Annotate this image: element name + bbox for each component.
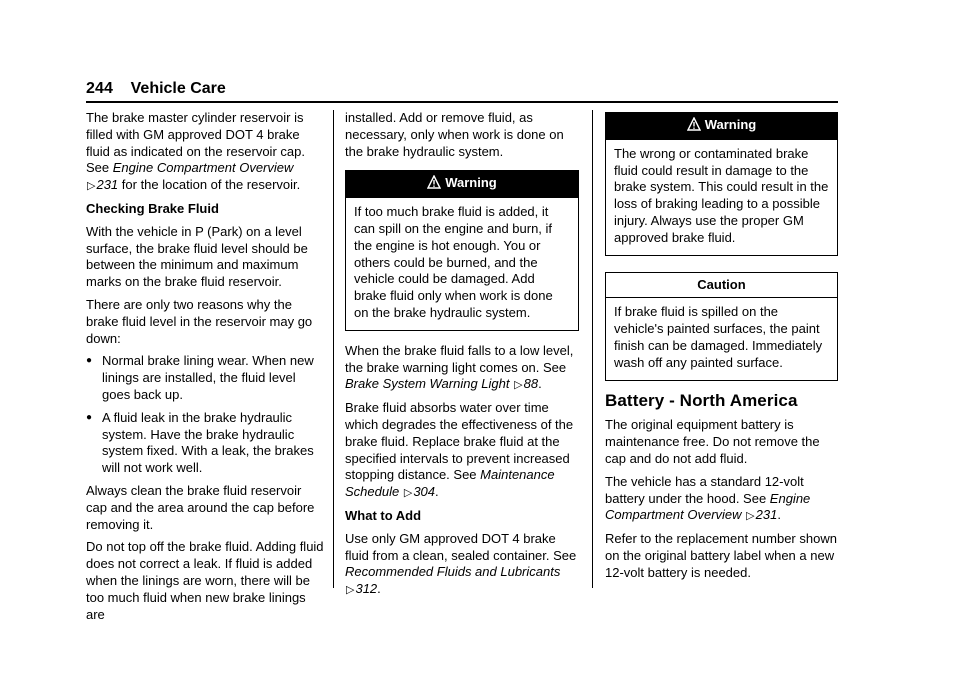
bullet-icon: ● (86, 355, 93, 367)
bullet-icon: ● (86, 411, 93, 423)
page-reference-arrow-icon: ▷ (346, 584, 355, 597)
column-1 (86, 110, 324, 629)
page-number: 244 (86, 80, 113, 97)
page-header (86, 81, 838, 98)
section-heading: Battery - North America (605, 390, 798, 410)
bullet-list (86, 353, 324, 477)
warning-triangle-icon (687, 117, 701, 131)
paragraph: Always clean the brake fluid reservoir cap and the area around the cap before removing it. (86, 482, 315, 532)
caution-header: Caution (606, 273, 837, 299)
column-3 (605, 110, 838, 588)
paragraph: Use only GM approved DOT 4 brake fluid from a clean, sealed container. See Recommended Fluids and Lubricants ▷312. (345, 530, 577, 597)
cross-reference-link[interactable]: Brake System Warning Light (345, 376, 510, 392)
list-item: ● A fluid leak in the brake hydraulic system. Have the brake hydraulic system fixed. With a leak, the brakes will not work well. (86, 409, 314, 476)
warning-body: The wrong or contaminated brake fluid could result in damage to the brake system. This could result in the loss of braking leading to a possible injury. Always use the proper GM approved brake fluid. (614, 145, 829, 245)
warning-triangle-icon (427, 175, 441, 189)
page-reference-arrow-icon: ▷ (403, 487, 413, 500)
cross-reference-link[interactable]: Engine Compartment Overview (605, 490, 811, 523)
paragraph: When the brake fluid falls to a low level, the brake warning light comes on. See Brake System Warning Light ▷88. (345, 342, 574, 392)
subheading: What to Add (345, 507, 422, 523)
warning-header: Warning (346, 171, 578, 198)
paragraph: Do not top off the brake fluid. Adding fluid does not correct a leak. If fluid is added when the linings are worn, there will be too much fluid when new brake linings are (86, 539, 324, 622)
section-title: Vehicle Care (130, 80, 226, 97)
paragraph: Brake fluid absorbs water over time which degrades the effectiveness of the brake fluid. Replace brake fluid at the specified intervals to prevent increased stopping distance. See Maintenance Schedule ▷304. (345, 400, 574, 500)
warning-box (345, 170, 579, 330)
cross-reference-link[interactable]: Maintenance Schedule (345, 467, 555, 500)
paragraph: Refer to the replacement number shown on the original battery label when a new 12-volt battery is needed. (605, 531, 837, 580)
paragraph: There are only two reasons why the brake fluid level in the reservoir may go down: (86, 296, 313, 346)
warning-header: Warning (606, 113, 837, 140)
warning-body: If too much brake fluid is added, it can spill on the engine and burn, if the engine is hot enough. You or others could be burned, and the vehicle could be damaged. Add brake fluid only when work is done on the brake hydraulic system. (354, 204, 553, 320)
page-reference[interactable]: 88 (523, 376, 539, 392)
page-reference-arrow-icon: ▷ (514, 379, 523, 392)
paragraph: The vehicle has a standard 12-volt battery under the hood. See Engine Compartment Overview ▷231. (605, 473, 811, 523)
column-divider (333, 110, 334, 588)
caution-body: If brake fluid is spilled on the vehicle's painted surfaces, the paint finish can be damaged. Immediately wash off any painted surface. (614, 304, 823, 370)
page-reference-arrow-icon: ▷ (87, 180, 96, 193)
cross-reference-link[interactable]: Recommended Fluids and Lubricants (345, 564, 561, 580)
subheading: Checking Brake Fluid (86, 200, 219, 216)
list-item: ● Normal brake lining wear. When new linings are installed, the fluid level goes back up. (86, 353, 314, 402)
page-reference-arrow-icon: ▷ (746, 510, 755, 523)
paragraph: The brake master cylinder reservoir is filled with GM approved DOT 4 brake fluid as indicated on the reservoir cap. See Engine Compartment Overview ▷231 for the location of the reservoir. (86, 110, 305, 193)
page-reference[interactable]: 231 (755, 507, 778, 523)
cross-reference-link[interactable]: Engine Compartment Overview (112, 160, 294, 176)
paragraph: The original equipment battery is maintenance free. Do not remove the cap and do not add fluid. (605, 417, 820, 466)
column-divider (592, 110, 593, 588)
page-reference[interactable]: 231 (96, 177, 119, 193)
paragraph: installed. Add or remove fluid, as necessary, only when work is done on the brake hydraulic system. (345, 110, 564, 159)
header-rule (86, 101, 838, 103)
paragraph: With the vehicle in P (Park) on a level surface, the brake fluid level should be between the minimum and maximum marks on the brake fluid reservoir. (86, 223, 308, 290)
caution-box (605, 272, 838, 381)
page-reference[interactable]: 304 (413, 484, 436, 500)
warning-box (605, 112, 838, 256)
page-reference[interactable]: 312 (355, 581, 378, 597)
column-2 (345, 110, 579, 605)
